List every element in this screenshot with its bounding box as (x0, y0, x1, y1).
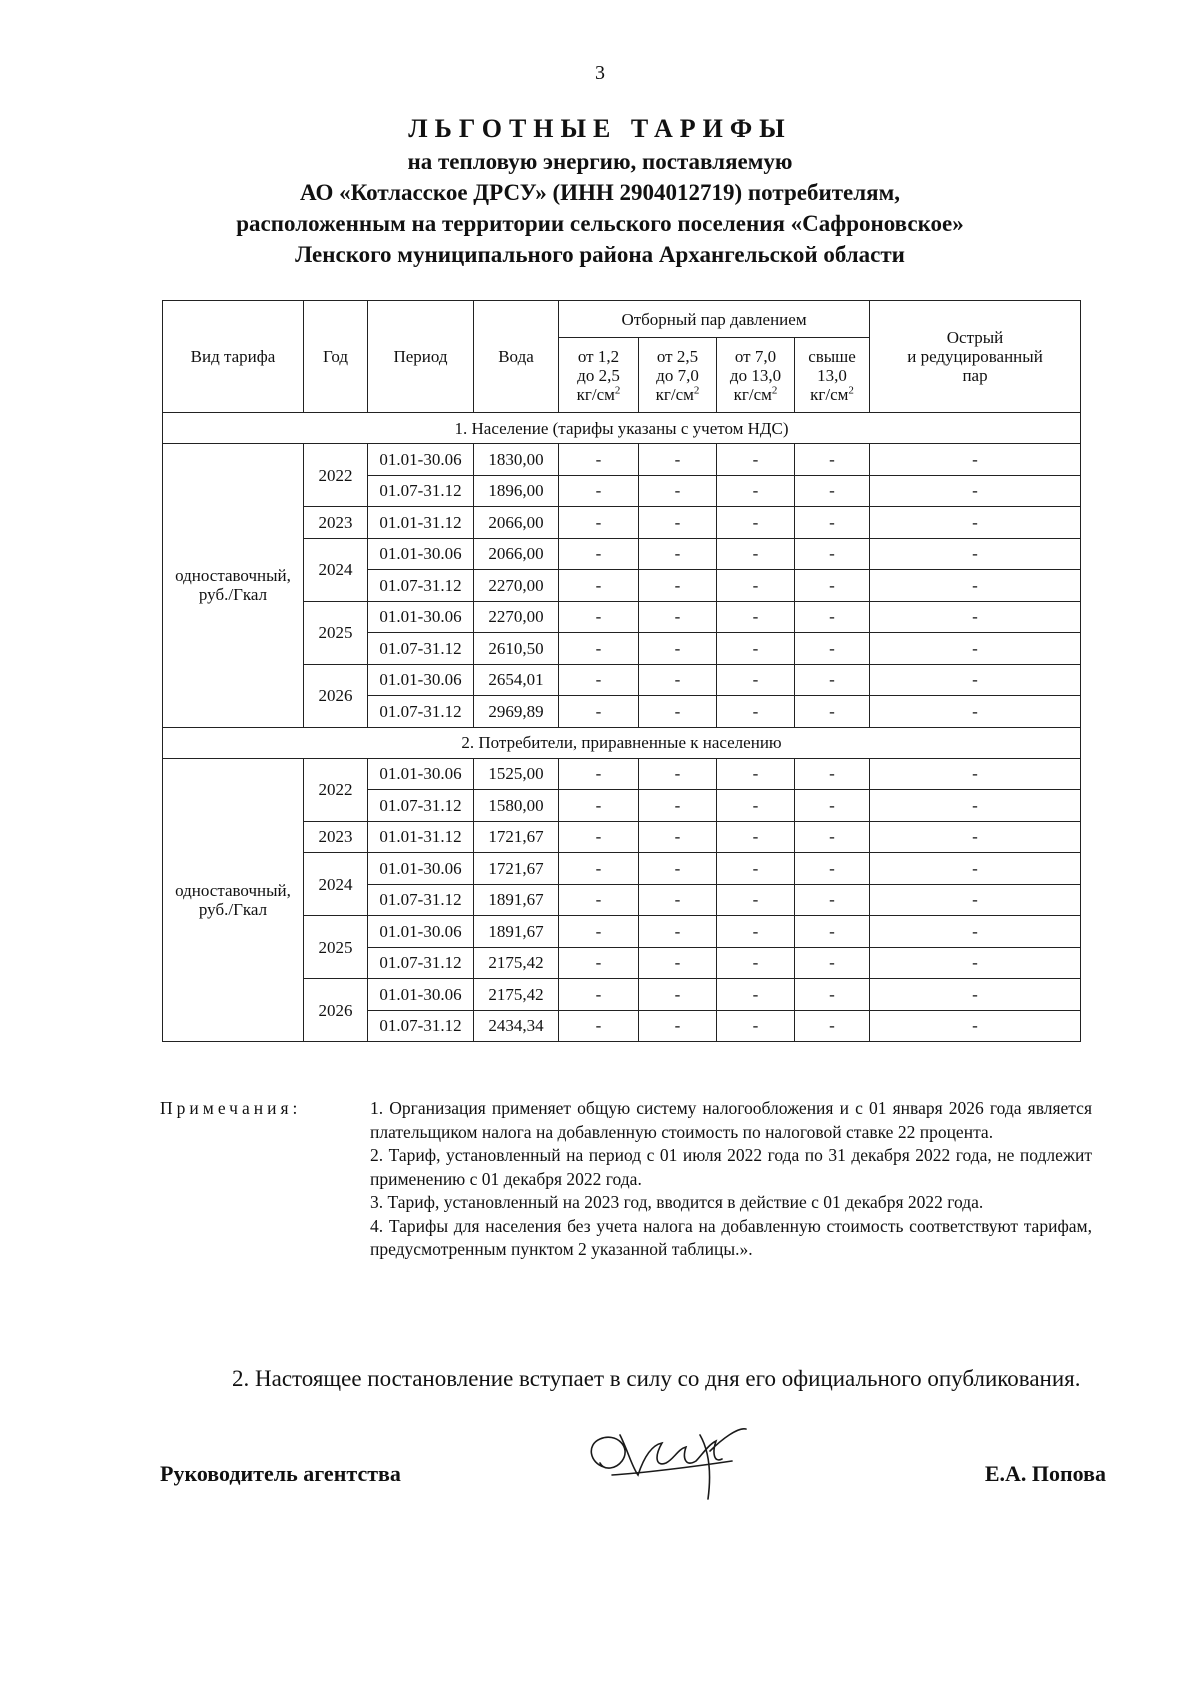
cell-empty-dash: - (717, 758, 795, 790)
cell-empty-dash: - (639, 916, 717, 948)
header-steam-group: Отборный пар давлением (559, 301, 870, 338)
page-number: 3 (595, 62, 605, 84)
cell-empty-dash: - (870, 916, 1081, 948)
cell-water: 1891,67 (474, 916, 559, 948)
cell-empty-dash: - (559, 538, 639, 570)
cell-empty-dash: - (639, 696, 717, 728)
cell-empty-dash: - (717, 947, 795, 979)
tariff-type-line: одноставочный, (175, 566, 291, 586)
header-sharp-line: Острый (946, 328, 1004, 347)
cell-water: 2066,00 (474, 538, 559, 570)
note-item: 1. Организация применяет общую систему налогообложения и с 01 января 2026 года является плательщиком налога на добавленную стоимость по налоговой ставке 22 процента. (370, 1098, 1092, 1142)
note-item: 4. Тарифы для населения без учета налога на добавленную стоимость соответствуют тарифам, предусмотренным пунктом 2 указанной таблицы.». (370, 1215, 1092, 1259)
cell-empty-dash: - (795, 664, 870, 696)
cell-water: 2270,00 (474, 570, 559, 602)
cell-empty-dash: - (870, 758, 1081, 790)
cell-water: 2434,34 (474, 1010, 559, 1042)
cell-period: 01.07-31.12 (368, 696, 474, 728)
cell-empty-dash: - (559, 758, 639, 790)
cell-water: 2610,50 (474, 633, 559, 665)
cell-empty-dash: - (559, 853, 639, 885)
tariff-type-line: руб./Гкал (198, 899, 268, 919)
cell-empty-dash: - (795, 821, 870, 853)
cell-year: 2024 (304, 538, 368, 601)
section-title: 1. Население (тарифы указаны с учетом НДС) (163, 413, 1081, 444)
cell-empty-dash: - (795, 475, 870, 507)
cell-water: 1896,00 (474, 475, 559, 507)
cell-period: 01.07-31.12 (368, 475, 474, 507)
cell-water: 2175,42 (474, 947, 559, 979)
header-steam-line: до 13,0 (729, 365, 782, 385)
cell-empty-dash: - (870, 444, 1081, 476)
cell-empty-dash: - (795, 507, 870, 539)
cell-empty-dash: - (639, 1010, 717, 1042)
cell-water: 1580,00 (474, 790, 559, 822)
cell-empty-dash: - (795, 884, 870, 916)
header-steam-1 (559, 338, 639, 413)
cell-empty-dash: - (870, 1010, 1081, 1042)
cell-period: 01.01-30.06 (368, 664, 474, 696)
signer-name: Е.А. Попова (984, 1461, 1106, 1486)
cell-empty-dash: - (717, 884, 795, 916)
cell-empty-dash: - (870, 821, 1081, 853)
cell-empty-dash: - (795, 979, 870, 1011)
cell-empty-dash: - (717, 538, 795, 570)
cell-empty-dash: - (795, 1010, 870, 1042)
cell-year: 2023 (304, 507, 368, 539)
cell-water: 1525,00 (474, 758, 559, 790)
cell-water: 2969,89 (474, 696, 559, 728)
cell-empty-dash: - (870, 570, 1081, 602)
cell-period: 01.01-30.06 (368, 601, 474, 633)
cell-empty-dash: - (795, 538, 870, 570)
cell-period: 01.07-31.12 (368, 570, 474, 602)
cell-period: 01.01-30.06 (368, 538, 474, 570)
cell-period: 01.01-30.06 (368, 444, 474, 476)
cell-empty-dash: - (559, 570, 639, 602)
cell-water: 1891,67 (474, 884, 559, 916)
cell-empty-dash: - (870, 507, 1081, 539)
cell-period: 01.01-31.12 (368, 821, 474, 853)
title-line: АО «Котласское ДРСУ» (ИНН 2904012719) потребителям, (300, 180, 900, 205)
cell-year: 2023 (304, 821, 368, 853)
cell-empty-dash: - (717, 507, 795, 539)
cell-empty-dash: - (717, 916, 795, 948)
header-steam-line: до 7,0 (656, 365, 699, 385)
cell-empty-dash: - (795, 758, 870, 790)
cell-empty-dash: - (559, 696, 639, 728)
header-year: Год (304, 301, 368, 413)
cell-empty-dash: - (559, 444, 639, 476)
cell-empty-dash: - (639, 790, 717, 822)
cell-empty-dash: - (870, 664, 1081, 696)
title-main: ЛЬГОТНЫЕ ТАРИФЫ (408, 114, 792, 143)
cell-empty-dash: - (870, 633, 1081, 665)
notes-list (370, 1097, 1092, 1262)
cell-empty-dash: - (717, 821, 795, 853)
cell-water: 1721,67 (474, 821, 559, 853)
section-header-row (163, 413, 1081, 444)
cell-empty-dash: - (639, 853, 717, 885)
unit-base: кг/см (655, 384, 694, 404)
cell-water: 1721,67 (474, 853, 559, 885)
header-steam-line: свыше (808, 346, 856, 366)
cell-tariff-type (163, 444, 304, 728)
cell-empty-dash: - (559, 507, 639, 539)
unit-exponent: 2 (771, 383, 778, 396)
cell-empty-dash: - (870, 696, 1081, 728)
cell-water: 2066,00 (474, 507, 559, 539)
tariff-type-line: руб./Гкал (198, 585, 268, 605)
cell-year: 2026 (304, 664, 368, 727)
cell-empty-dash: - (639, 664, 717, 696)
header-steam-unit (641, 385, 714, 404)
unit-exponent: 2 (848, 383, 854, 396)
header-steam-line: до 2,5 (577, 365, 620, 385)
cell-empty-dash: - (639, 507, 717, 539)
tariff-type-line: одноставочный, (175, 880, 291, 900)
header-sharp-line: пар (962, 366, 988, 385)
cell-empty-dash: - (870, 601, 1081, 633)
cell-period: 01.07-31.12 (368, 790, 474, 822)
cell-water: 2175,42 (474, 979, 559, 1011)
header-steam-unit (561, 385, 636, 404)
cell-empty-dash: - (559, 979, 639, 1011)
cell-period: 01.07-31.12 (368, 884, 474, 916)
cell-empty-dash: - (639, 758, 717, 790)
header-steam-4 (795, 338, 870, 413)
unit-base: кг/см (733, 384, 772, 404)
header-period: Период (368, 301, 474, 413)
cell-empty-dash: - (717, 444, 795, 476)
cell-empty-dash: - (795, 570, 870, 602)
header-steam-line: от 2,5 (656, 346, 699, 366)
cell-empty-dash: - (559, 947, 639, 979)
cell-empty-dash: - (639, 570, 717, 602)
cell-year: 2026 (304, 979, 368, 1042)
cell-empty-dash: - (717, 853, 795, 885)
cell-year: 2024 (304, 853, 368, 916)
cell-period: 01.01-30.06 (368, 853, 474, 885)
cell-empty-dash: - (639, 979, 717, 1011)
title-line: расположенным на территории сельского поселения «Сафроновское» (236, 211, 964, 236)
signature-image (582, 1405, 752, 1510)
cell-period: 01.01-30.06 (368, 979, 474, 1011)
cell-year: 2025 (304, 916, 368, 979)
header-steam-line: 13,0 (817, 365, 847, 385)
cell-empty-dash: - (795, 696, 870, 728)
header-water: Вода (474, 301, 559, 413)
cell-empty-dash: - (717, 633, 795, 665)
cell-empty-dash: - (795, 444, 870, 476)
cell-empty-dash: - (717, 475, 795, 507)
cell-water: 1830,00 (474, 444, 559, 476)
table-row (163, 444, 1081, 476)
header-sharp-line: и редуцированный (907, 347, 1043, 366)
tariff-body (163, 413, 1081, 1042)
cell-empty-dash: - (639, 601, 717, 633)
unit-exponent: 2 (614, 383, 621, 396)
document-title (150, 112, 1050, 270)
cell-empty-dash: - (717, 979, 795, 1011)
header-steam-line: от 1,2 (577, 346, 620, 366)
cell-period: 01.01-30.06 (368, 758, 474, 790)
cell-empty-dash: - (795, 916, 870, 948)
cell-empty-dash: - (559, 884, 639, 916)
cell-empty-dash: - (559, 916, 639, 948)
header-steam-unit (797, 385, 867, 404)
cell-empty-dash: - (870, 790, 1081, 822)
unit-base: кг/см (810, 384, 849, 404)
cell-empty-dash: - (559, 664, 639, 696)
cell-empty-dash: - (870, 853, 1081, 885)
header-steam-3 (717, 338, 795, 413)
cell-empty-dash: - (795, 853, 870, 885)
cell-empty-dash: - (559, 790, 639, 822)
cell-year: 2022 (304, 444, 368, 507)
cell-empty-dash: - (870, 475, 1081, 507)
cell-tariff-type (163, 758, 304, 1042)
signature-stroke (591, 1429, 746, 1499)
cell-water: 2654,01 (474, 664, 559, 696)
unit-exponent: 2 (693, 383, 700, 396)
cell-empty-dash: - (870, 884, 1081, 916)
cell-empty-dash: - (795, 601, 870, 633)
cell-empty-dash: - (717, 570, 795, 602)
cell-empty-dash: - (717, 696, 795, 728)
cell-empty-dash: - (639, 444, 717, 476)
notes-label: Примечания: (160, 1098, 302, 1118)
note-item: 2. Тариф, установленный на период с 01 июля 2022 года по 31 декабря 2022 года, не подлежит применению с 01 декабря 2022 года. (370, 1145, 1092, 1189)
header-steam-line: от 7,0 (734, 346, 777, 366)
cell-empty-dash: - (639, 884, 717, 916)
cell-empty-dash: - (559, 633, 639, 665)
cell-empty-dash: - (717, 601, 795, 633)
cell-empty-dash: - (559, 601, 639, 633)
tariff-table (162, 300, 1081, 1042)
cell-empty-dash: - (795, 790, 870, 822)
cell-empty-dash: - (717, 664, 795, 696)
note-item: 3. Тариф, установленный на 2023 год, вводится в действие с 01 декабря 2022 года. (370, 1192, 984, 1212)
cell-empty-dash: - (795, 633, 870, 665)
cell-empty-dash: - (559, 821, 639, 853)
cell-period: 01.01-30.06 (368, 916, 474, 948)
title-line: Ленского муниципального района Архангельской области (295, 242, 905, 267)
cell-period: 01.07-31.12 (368, 947, 474, 979)
title-line: на тепловую энергию, поставляемую (407, 149, 793, 174)
header-sharp-steam (870, 301, 1081, 413)
cell-empty-dash: - (717, 1010, 795, 1042)
table-row (163, 758, 1081, 790)
section-title: 2. Потребители, приравненные к населению (163, 727, 1081, 758)
cell-empty-dash: - (639, 947, 717, 979)
unit-base: кг/см (576, 384, 615, 404)
section-header-row (163, 727, 1081, 758)
cell-period: 01.01-31.12 (368, 507, 474, 539)
header-tariff-type: Вид тарифа (163, 301, 304, 413)
cell-period: 01.07-31.12 (368, 633, 474, 665)
signer-title: Руководитель агентства (160, 1461, 401, 1486)
cell-year: 2022 (304, 758, 368, 821)
cell-year: 2025 (304, 601, 368, 664)
cell-empty-dash: - (559, 475, 639, 507)
cell-period: 01.07-31.12 (368, 1010, 474, 1042)
decree-text: 2. Настоящее постановление вступает в силу со дня его официального опубликования. (232, 1366, 1081, 1391)
header-steam-2 (639, 338, 717, 413)
header-steam-unit (719, 385, 792, 404)
cell-empty-dash: - (639, 821, 717, 853)
cell-empty-dash: - (639, 475, 717, 507)
cell-empty-dash: - (870, 947, 1081, 979)
cell-empty-dash: - (870, 979, 1081, 1011)
cell-water: 2270,00 (474, 601, 559, 633)
cell-empty-dash: - (870, 538, 1081, 570)
cell-empty-dash: - (639, 633, 717, 665)
cell-empty-dash: - (795, 947, 870, 979)
cell-empty-dash: - (559, 1010, 639, 1042)
cell-empty-dash: - (717, 790, 795, 822)
cell-empty-dash: - (639, 538, 717, 570)
